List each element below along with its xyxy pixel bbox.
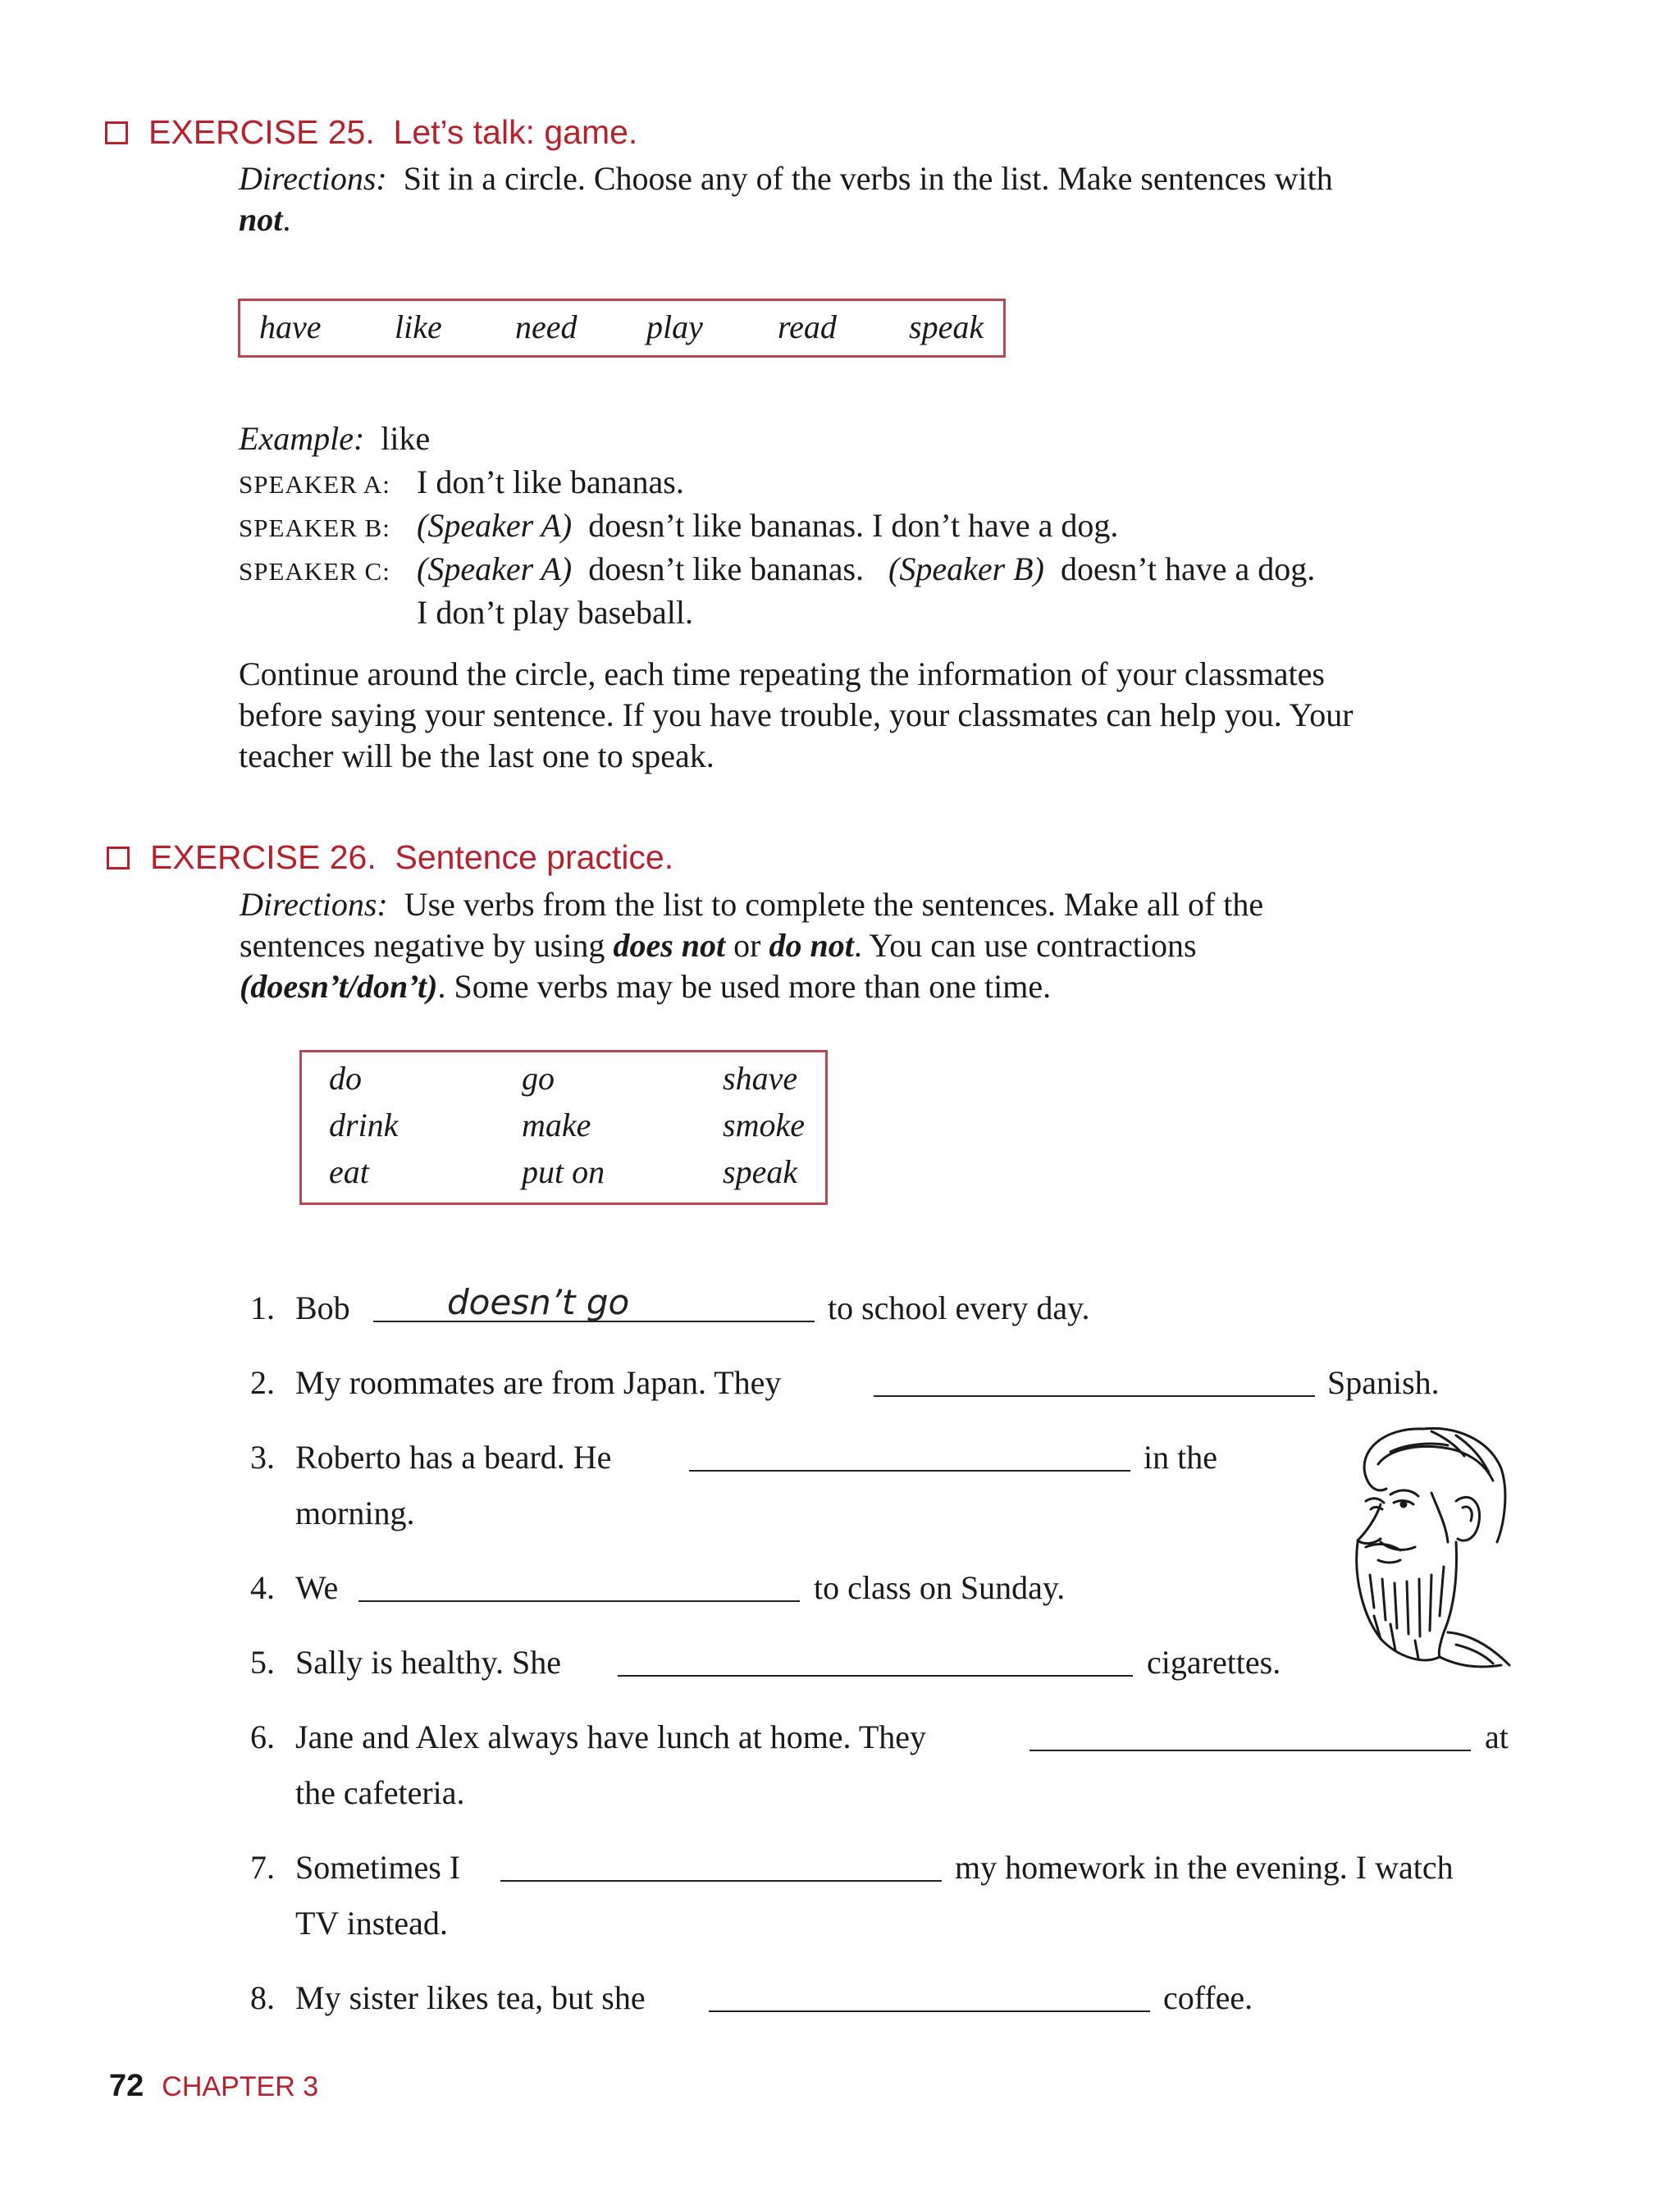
speaker-b-text: (Speaker A) doesn’t like bananas. I don’t have a dog.	[417, 507, 1119, 544]
item-2-number: 2.	[250, 1364, 275, 1401]
item-4-number: 4.	[250, 1569, 275, 1606]
item-3-before: Roberto has a beard. He	[295, 1439, 612, 1476]
chapter-label: CHAPTER 3	[162, 2071, 319, 2102]
verb-need: need	[515, 308, 578, 345]
verb-eat: eat	[329, 1153, 369, 1190]
speaker-b-line: SPEAKER B:	[239, 513, 390, 542]
verb-put-on: put on	[522, 1153, 605, 1190]
item-1-before: Bob	[295, 1289, 350, 1326]
exercise-25-directions: Directions: Sit in a circle. Choose any of the verbs in the list. Make sentences with	[239, 160, 1333, 197]
item-6-continuation: the cafeteria.	[295, 1774, 465, 1811]
verb-shave: shave	[723, 1060, 798, 1097]
exercise-26-subtitle: Sentence practice.	[395, 838, 674, 876]
item-6-number: 6.	[250, 1718, 275, 1755]
item-7-continuation: TV instead.	[295, 1905, 448, 1942]
exercise-25-checkbox[interactable]	[105, 121, 128, 144]
verb-have: have	[259, 308, 322, 345]
page-footer	[109, 2069, 318, 2104]
bearded-man-illustration	[1333, 1419, 1522, 1682]
item-1-after: to school every day.	[828, 1289, 1090, 1326]
item-1-answer: doesn’t go	[447, 1282, 630, 1322]
item-2-before: My roommates are from Japan. They	[295, 1364, 782, 1401]
speaker-a-text: I don’t like bananas.	[417, 463, 684, 500]
exercise-26-directions-3: (doesn’t/don’t). Some verbs may be used more than one time.	[240, 968, 1052, 1005]
exercise-26-heading	[150, 838, 673, 877]
item-3-blank[interactable]	[689, 1470, 1130, 1472]
item-8-number: 8.	[250, 1979, 275, 2016]
item-2-after: Spanish.	[1327, 1364, 1440, 1401]
exercise-26-verb-box	[299, 1050, 828, 1205]
item-8-after: coffee.	[1163, 1979, 1253, 2016]
speaker-c-text: (Speaker A) doesn’t like bananas. (Speaker B) doesn’t have a dog.	[417, 550, 1316, 587]
item-4-after: to class on Sunday.	[814, 1569, 1066, 1606]
continue-line-3: teacher will be the last one to speak.	[239, 737, 714, 774]
item-8-before: My sister likes tea, but she	[295, 1979, 646, 2016]
item-3-after: in the	[1144, 1439, 1217, 1476]
item-7-after: my homework in the evening. I watch	[955, 1849, 1454, 1886]
verb-speak: speak	[909, 308, 984, 345]
item-4-before: We	[295, 1569, 339, 1606]
continue-line-2: before saying your sentence. If you have trouble, your classmates can help you. Your	[239, 696, 1354, 733]
exercise-26-title: EXERCISE 26.	[150, 838, 377, 876]
exercise-25-title: EXERCISE 25.	[148, 113, 375, 151]
item-1-number: 1.	[250, 1289, 275, 1326]
speaker-c-text-line2: I don’t play baseball.	[417, 594, 693, 631]
item-5-before: Sally is healthy. She	[295, 1644, 562, 1681]
exercise-25-verb-box	[238, 299, 1006, 358]
speaker-c-line: SPEAKER C:	[239, 557, 390, 586]
item-8-blank[interactable]	[709, 2010, 1150, 2012]
exercise-26-checkbox[interactable]	[107, 847, 130, 869]
exercise-26-directions-1: Directions: Use verbs from the list to complete the sentences. Make all of the	[240, 886, 1264, 923]
item-7-before: Sometimes I	[295, 1849, 461, 1886]
verb-play: play	[646, 308, 703, 345]
verb-go: go	[522, 1060, 555, 1097]
exercise-25-heading	[148, 113, 637, 152]
item-5-number: 5.	[250, 1644, 275, 1681]
item-5-after: cigarettes.	[1147, 1644, 1281, 1681]
item-2-blank[interactable]	[874, 1395, 1315, 1397]
item-6-after: at	[1485, 1718, 1509, 1755]
exercise-25-subtitle: Let’s talk: game.	[393, 113, 638, 151]
item-6-blank[interactable]	[1029, 1750, 1471, 1751]
item-4-blank[interactable]	[358, 1600, 800, 1602]
verb-read: read	[778, 308, 837, 345]
item-3-continuation: morning.	[295, 1495, 415, 1531]
item-7-blank[interactable]	[500, 1880, 942, 1882]
item-7-number: 7.	[250, 1849, 275, 1886]
exercise-25-directions-cont: not.	[239, 201, 291, 238]
verb-smoke: smoke	[723, 1107, 805, 1143]
item-5-blank[interactable]	[618, 1675, 1133, 1677]
item-3-number: 3.	[250, 1439, 275, 1476]
speaker-a-line: SPEAKER A:	[239, 470, 390, 499]
verb-drink: drink	[329, 1107, 399, 1143]
verb-do: do	[329, 1060, 362, 1097]
verb-make: make	[522, 1107, 591, 1143]
verb-speak-2: speak	[723, 1153, 798, 1190]
verb-like: like	[395, 308, 442, 345]
exercise-26-directions-2: sentences negative by using does not or do not. You can use contractions	[240, 927, 1197, 964]
item-6-before: Jane and Alex always have lunch at home. They	[295, 1718, 927, 1755]
continue-line-1: Continue around the circle, each time repeating the information of your classmates	[239, 655, 1325, 692]
page-number: 72	[109, 2069, 144, 2103]
example-line: Example: like	[239, 420, 431, 457]
